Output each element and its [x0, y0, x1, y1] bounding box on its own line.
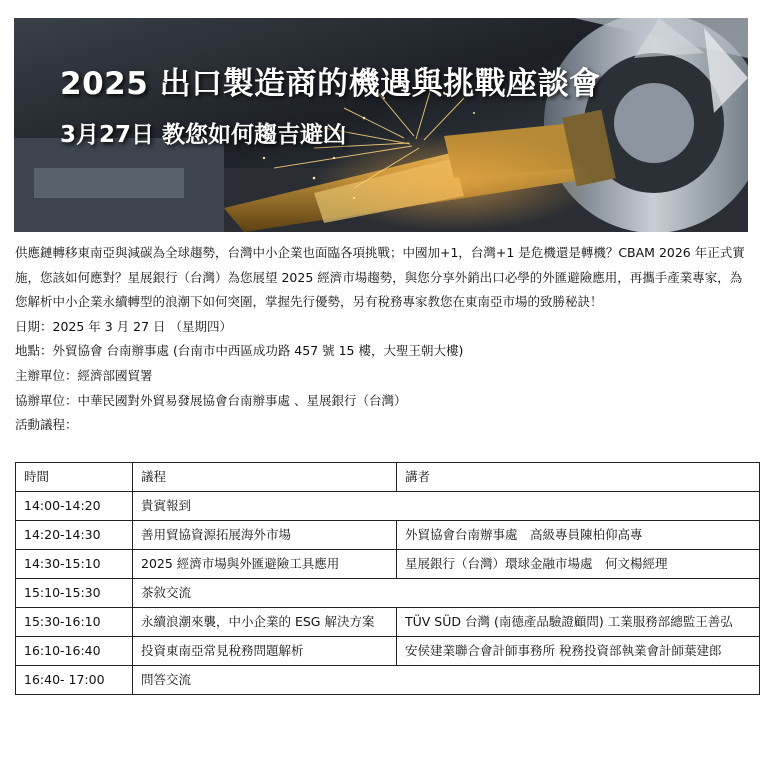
banner-subtitle: 3月27日 教您如何趨吉避凶: [60, 122, 347, 148]
agenda-header-row: [16, 463, 760, 492]
agenda-time: 14:00-14:20: [16, 492, 133, 521]
agenda-time: 16:10-16:40: [16, 637, 133, 666]
agenda-row: [16, 521, 760, 550]
agenda-speaker: 安侯建業聯合會計師事務所 稅務投資部執業會計師葉建郎: [397, 637, 760, 666]
event-location: 地點：外貿協會 台南辦事處 (台南市中西區成功路 457 號 15 樓，大聖王朝大樓): [15, 343, 464, 359]
agenda-time: 15:30-16:10: [16, 608, 133, 637]
banner-title: 2025 出口製造商的機遇與挑戰座談會: [60, 66, 601, 102]
agenda-topic: 茶敘交流: [133, 579, 760, 608]
agenda-row: [16, 666, 760, 695]
agenda-topic: 投資東南亞常見稅務問題解析: [133, 637, 397, 666]
event-banner: [14, 18, 748, 232]
event-co-organizer: 協辦單位：中華民國對外貿易發展協會台南辦事處 、星展銀行（台灣）: [15, 392, 407, 408]
event-date: 日期：2025 年 3 月 27 日 （星期四）: [15, 318, 233, 334]
intro-paragraph: 供應鏈轉移東南亞與減碳為全球趨勢，台灣中小企業也面臨各項挑戰；中國加+1，台灣+1 是危機還是轉機？CBAM 2026 年正式實施，您該如何應對？星展銀行（台灣）為您展望 2025 經濟市場趨勢，與您分享外銷出口必學的外匯避險應用，再攜手產業專家，為您解析中小企業永續轉型的浪潮下如何突圍，掌握先行優勢，另有稅務專家教您在東南亞市場的致勝秘訣！: [15, 245, 745, 310]
header-topic: 議程: [133, 463, 397, 492]
agenda-time: 14:20-14:30: [16, 521, 133, 550]
event-organizer: 主辦單位：經濟部國貿署: [15, 367, 153, 383]
agenda-row: [16, 637, 760, 666]
agenda-topic: 貴賓報到: [133, 492, 760, 521]
header-time: 時間: [16, 463, 133, 492]
agenda-row: [16, 579, 760, 608]
agenda-topic: 問答交流: [133, 666, 760, 695]
agenda-topic: 善用貿協資源拓展海外市場: [133, 521, 397, 550]
agenda-topic: 永續浪潮來襲，中小企業的 ESG 解決方案: [133, 608, 397, 637]
agenda-topic: 2025 經濟市場與外匯避險工具應用: [133, 550, 397, 579]
agenda-table: [15, 462, 760, 695]
agenda-time: 16:40- 17:00: [16, 666, 133, 695]
event-description: [15, 241, 745, 438]
agenda-speaker: TÜV SÜD 台灣 (南德產品驗證顧問) 工業服務部總監王善弘: [397, 608, 760, 637]
agenda-speaker: 星展銀行（台灣）環球金融市場處 何文楊經理: [397, 550, 760, 579]
agenda-speaker: 外貿協會台南辦事處 高級專員陳柏仰高專: [397, 521, 760, 550]
agenda-label: 活動議程：: [15, 417, 78, 433]
agenda-row: [16, 492, 760, 521]
header-speaker: 講者: [397, 463, 760, 492]
agenda-time: 15:10-15:30: [16, 579, 133, 608]
agenda-row: [16, 608, 760, 637]
agenda-row: [16, 550, 760, 579]
agenda-time: 14:30-15:10: [16, 550, 133, 579]
